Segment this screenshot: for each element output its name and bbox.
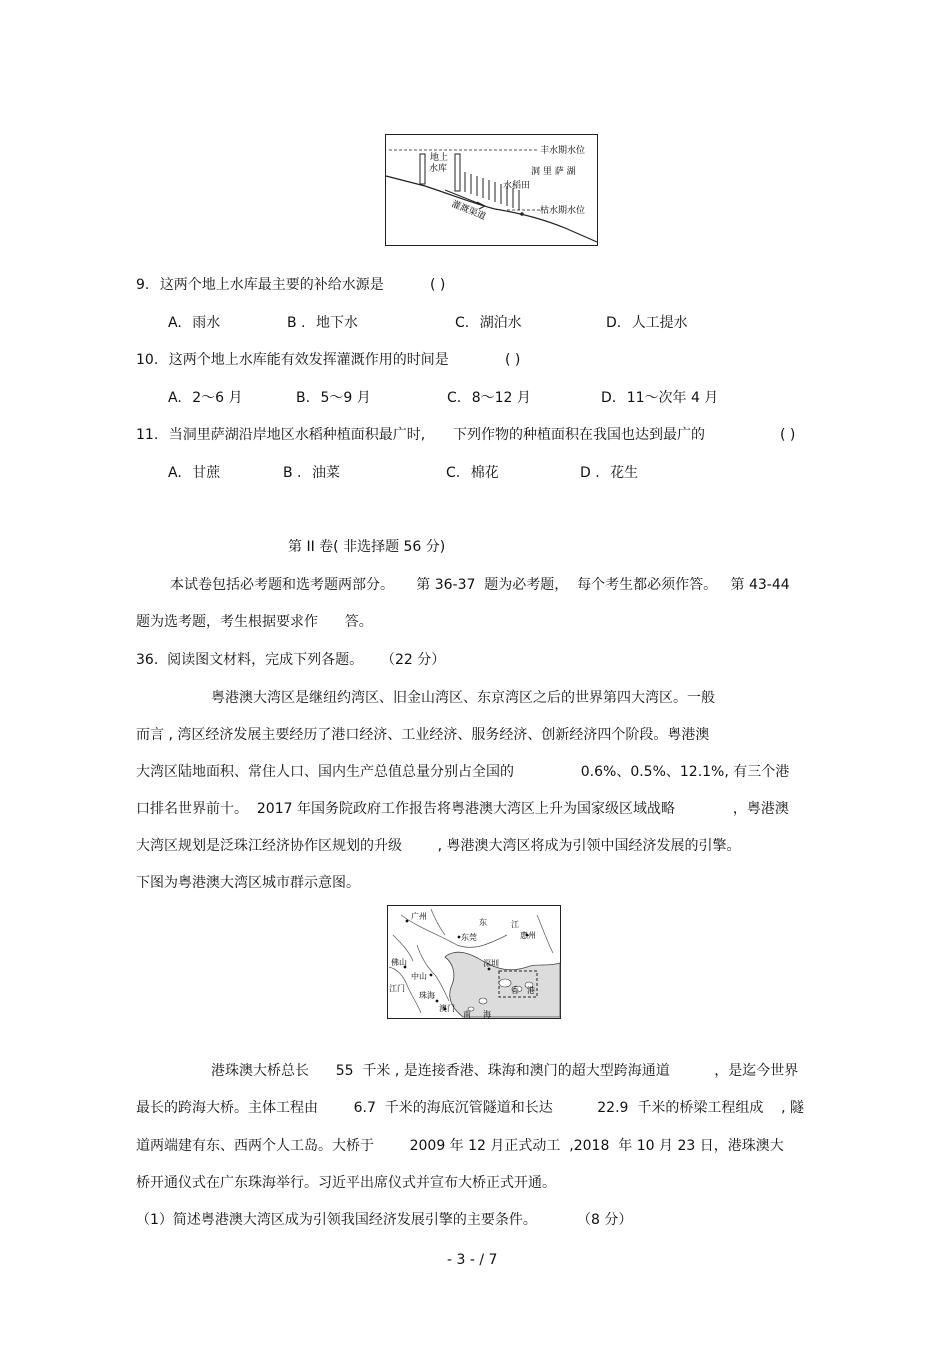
label-paddy: 水稻田: [503, 181, 531, 191]
question-number: 11.: [136, 427, 159, 443]
map-label-dongguan: 东莞: [461, 933, 477, 942]
map-label-macau: 澳门: [439, 1004, 455, 1013]
q10-option-d: D. 11～次年 4 月: [601, 390, 719, 406]
label-reservoir-2: 水库: [429, 164, 448, 174]
q36-para1-line-5: 大湾区规划是泛珠江经济协作区规划的升级 , 粤港澳大湾区将成为引领中国经济发展的引擎。: [136, 838, 741, 854]
map-label-shenzhen: 深圳: [483, 959, 499, 968]
q36-para1-line-2: 而言 , 湾区经济发展主要经历了港口经济、工业经济、服务经济、创新经济四个阶段。粤港澳: [136, 727, 710, 743]
question-10: [136, 351, 449, 369]
q11-option-d: D . 花生: [580, 465, 639, 481]
question-11: [136, 426, 425, 444]
map-label-hai: 海: [483, 1010, 491, 1019]
map-label-jiangmen: 江门: [389, 984, 405, 993]
q36-para2-line-4: 桥开通仪式在广东珠海举行。习近平出席仪式并宣布大桥正式开通。: [136, 1175, 556, 1191]
map-label-hong: 香: [511, 986, 519, 995]
map-label-dong: 东: [479, 918, 487, 927]
q10-option-c: C. 8～12 月: [447, 390, 531, 406]
section-intro-line-2: 题为选考题，考生根据要求作 答。: [136, 614, 373, 630]
q9-option-d: D. 人工提水: [606, 315, 688, 331]
q10-option-a: A. 2～6 月: [168, 390, 243, 406]
map-label-guangzhou: 广州: [411, 912, 427, 921]
label-reservoir-1: 地上: [430, 153, 449, 163]
question-text: 这两个地上水库最主要的补给水源是: [159, 277, 384, 293]
answer-paren: ( ): [430, 277, 446, 293]
question-36-header: 36. 阅读图文材料，完成下列各题。 （22 分）: [136, 652, 446, 668]
question-9: [136, 276, 384, 294]
bay-area-map: [387, 905, 561, 1019]
label-lake: 洞 里 萨 湖: [531, 167, 576, 177]
answer-paren: ( ): [505, 352, 521, 368]
q36-para1-line-4: 口排名世界前十。 2017 年国务院政府工作报告将粤港澳大湾区上升为国家级区域战略 ，粤港澳: [136, 801, 789, 817]
question-text: 当洞里萨湖沿岸地区水稻种植面积最广时,: [168, 427, 426, 443]
map-label-zhuhai: 珠海: [419, 991, 435, 1000]
map-label-kong: 港: [527, 986, 535, 995]
reservoir-box-2: [455, 154, 460, 191]
section-intro-line-1: 本试卷包括必考题和选考题两部分。 第 36-37 题为必考题， 每个考生都必须作答。 第 43-44: [170, 577, 790, 593]
question-text: 这两个地上水库能有效发挥灌溉作用的时间是: [168, 352, 449, 368]
q36-sub-question-1: （1）简述粤港澳大湾区成为引领我国经济发展引擎的主要条件。 （8 分）: [136, 1212, 633, 1228]
map-label-foshan: 佛山: [391, 958, 407, 967]
section-title: 第 II 卷( 非选择题 56 分): [288, 539, 446, 555]
question-number: 9.: [136, 277, 150, 293]
reservoir-diagram: [385, 134, 598, 246]
map-label-zhongshan: 中山: [411, 972, 427, 981]
map-label-nan: 南: [463, 1010, 471, 1019]
q10-option-b: B. 5～9 月: [296, 390, 371, 406]
q36-para2-line-1: 港珠澳大桥总长 55 千米 , 是连接香港、珠海和澳门的超大型跨海通道 ，是迄今世界: [211, 1063, 799, 1079]
label-high-water: 丰水期水位: [540, 146, 586, 156]
map-label-huizhou: 惠州: [520, 931, 536, 940]
q11-option-b: B . 油菜: [283, 465, 340, 481]
q36-para1-line-6: 下图为粤港澳大湾区城市群示意图。: [136, 875, 360, 891]
question-number: 10.: [136, 352, 159, 368]
page-number: - 3 - / 7: [447, 1252, 498, 1268]
map-label-jiang: 江: [511, 920, 519, 929]
q36-para1-line-3: 大湾区陆地面积、常住人口、国内生产总值总量分别占全国的 0.6%、0.5%、12.1%, 有三个港: [136, 764, 790, 780]
q36-para2-line-2: 最长的跨海大桥。主体工程由 6.7 千米的海底沉管隧道和长达 22.9 千米的桥梁工程组成 , 隧: [136, 1100, 805, 1116]
label-channel: 灌溉渠道: [449, 199, 488, 223]
q9-option-b: B . 地下水: [287, 315, 358, 331]
q11-option-c: C. 棉花: [446, 465, 499, 481]
q36-para1-line-1: 粤港澳大湾区是继纽约湾区、旧金山湾区、东京湾区之后的世界第四大湾区。一般: [211, 690, 715, 706]
q9-option-a: A. 雨水: [168, 315, 221, 331]
label-low-water: 枯水期水位: [540, 206, 586, 216]
q9-option-c: C. 湖泊水: [455, 315, 522, 331]
question-text-continued: 下列作物的种植面积在我国也达到最广的: [453, 427, 705, 443]
q11-option-a: A. 甘蔗: [168, 465, 221, 481]
answer-paren: ( ): [780, 427, 796, 443]
reservoir-box-1: [420, 154, 425, 184]
channel-dot: [520, 212, 524, 216]
q36-para2-line-3: 道两端建有东、西两个人工岛。大桥于 2009 年 12 月正式动工 ,2018 年 10 月 23 日，港珠澳大: [136, 1138, 784, 1154]
